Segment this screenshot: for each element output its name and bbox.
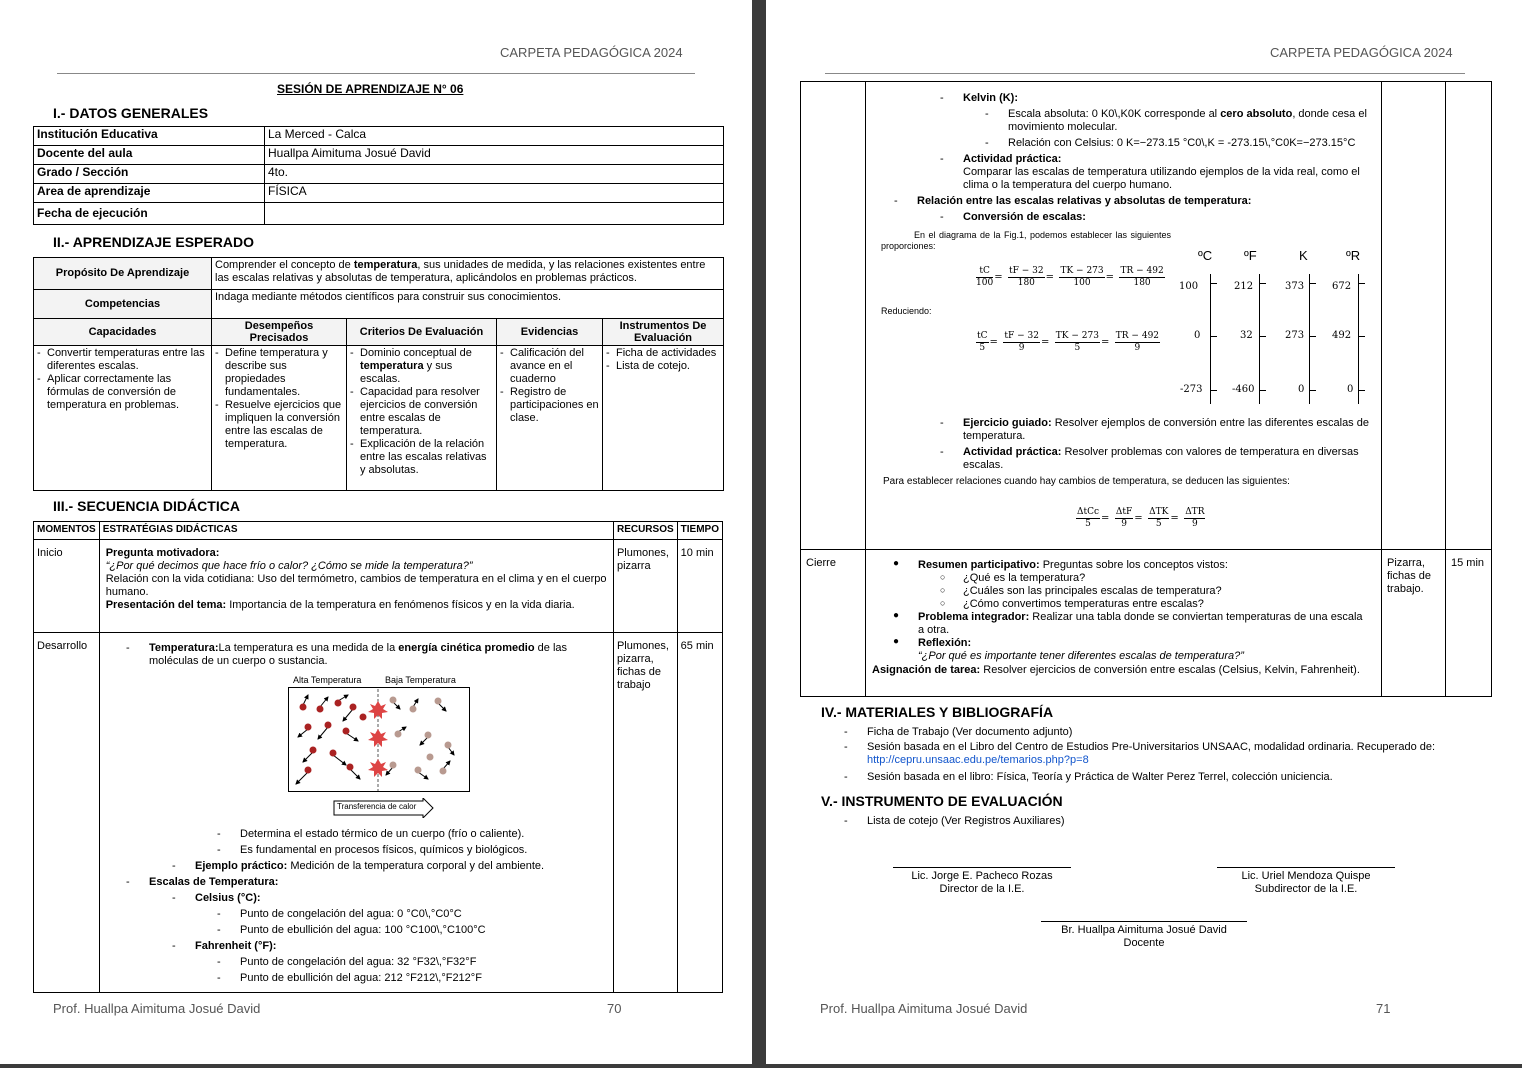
material-item: Ficha de Trabajo (Ver documento adjunto) [867,726,1073,738]
scale-value: 672 [1332,281,1352,292]
celsius-heading: Celsius (°C): [195,892,261,904]
section-2-heading: II.- APRENDIZAJE ESPERADO [53,234,254,250]
header-rule [57,73,695,74]
seq-header: RECURSOS [613,522,677,540]
cierre-question: ¿Cómo convertimos temperaturas entre escalas? [963,598,1204,610]
fahrenheit-point: Punto de congelación del agua: 32 °F32\,°F32°F [240,956,477,968]
signature-director: Lic. Jorge E. Pacheco Rozas Director de la I.E. [911,870,1053,895]
scale-value: -460 [1232,384,1255,395]
conversion-heading: Conversión de escalas: [963,211,1086,223]
seq-header: ESTRATÉGIAS DIDÁCTICAS [99,522,613,540]
header-rule [825,73,1465,74]
scale-value: 0 [1298,384,1305,395]
fahrenheit-point: Punto de ebullición del agua: 212 °F212\,°F212°F [240,972,482,984]
resumen-participativo: Resumen participativo: Preguntas sobre los conceptos vistos: [918,559,1228,571]
datos-key: Docente del aula [34,146,265,165]
scale-value: 273 [1285,330,1305,341]
datos-value: FÍSICA [265,184,724,203]
list-item: - Lista de cotejo. [606,360,720,373]
cierre-question: ¿Cuáles son las principales escalas de temperatura? [963,585,1222,597]
proposito-label: Propósito De Aprendizaje [34,258,212,290]
kelvin-point: Escala absoluta: 0 K0\,K0K corresponde al cero absoluto, donde cesa el movimiento molecular. [1008,108,1367,133]
inicio-tiempo: 10 min [677,540,722,633]
fahrenheit-heading: Fahrenheit (°F): [195,940,277,952]
criterios-cell [347,346,497,491]
section-3-heading: III.- SECUENCIA DIDÁCTICA [53,498,240,514]
reflexion-label: Reflexión: [918,637,972,649]
scale-value: 32 [1240,330,1253,341]
page-70: CARPETA PEDAGÓGICA 2024 SESIÓN DE APRENDIZAJE N° 06 I.- DATOS GENERALES Institución Educativa La Merced - Calca Docente del aula Huallpa Aimituma Josué David Grado / Sección 4to. Area de aprendizaje FÍSICA Fecha de ejecución II.- APRENDIZAJE ESPERADO Propósito De Aprendizaje Comprender el concepto de temperatura, sus unidades de medida, y las relaciones existentes entre las escalas relativas y absolutas de temperatura, aplicándolos en problemas prácticos. Competencias Indaga mediante métodos científicos para construir sus conocimientos. Capacidades Desempeños Precisados Criterios De Evaluación Evidencias Instrumentos De Evaluación - Convertir temperaturas entre las diferentes escalas. - Aplicar correctamente las fórmulas de conversión de temperatura en problemas. - Define temperatura y describe sus propiedades fundamentales. - Resuelve ejercicios que impliquen la conversión entre las escalas de temperatura. - Dominio conceptual de temperatura y sus escalas. - Capacidad para resolver ejercicios de conversión entre escalas de temperatura. - Explicación de la relación entre las escalas relativas y absolutas. - Calificación del avance en el cuaderno - Registro de participaciones en clase. - Ficha de actividades - Lista de cotejo. III.- SECUENCIA DIDÁCTICA MOMENTOS ESTRATÉGIAS DIDÁCTICAS RECURSOS TIEMPO Inicio Pregunta motivadora: “¿Por qué decimos que hace frío o calor? ¿Cómo se mide la temperatura?” Relación con la vida cotidiana: Uso del termómetro, cambios de temperatura en el clima y en el cuerpo humano. Presentación del tema: Importancia de la temperatura en fenómenos físicos y en la vida diaria. Plumones, pizarra 10 min Desarrollo Plumones, pizarra, fichas de trabajo 65 min - Temperatura:La temperatura es una medida de la energía cinética promedio de las moléculas de un cuerpo o sustancia. Alta Temperatura Baja Temperatura Transferencia de calor - Determina el estado térmico de un cuerpo (frío o caliente). - Es fundamental en procesos físicos, químicos y biológicos. - Ejemplo práctico: Medición de la temperatura corporal y del ambiente. - Escalas de Temperatura: - Celsius (°C): - Punto de congelación del agua: 0 °C0\,°C0°C - Punto de ebullición del agua: 100 °C100\,°C100°C - Fahrenheit (°F): - Punto de congelación del agua: 32 °F32\,°F32°F - Punto de ebullición del agua: 212 °F212\,°F212°F Prof. Huallpa Aimituma Josué David 70 [0,0,752,1064]
cierre-recursos: Pizarra, fichas de trabajo. [1382,550,1446,697]
datos-key: Institución Educativa [34,127,265,146]
list-item: - Capacidad para resolver ejercicios de conversión entre escalas de temperatura. [350,386,493,438]
fig-label-alta: Alta Temperatura [293,675,362,685]
list-item: - Convertir temperaturas entre las diferentes escalas. [37,347,208,373]
page-header: CARPETA PEDAGÓGICA 2024 [500,45,683,60]
capacidades-cell [34,346,212,491]
list-item: - Aplicar correctamente las fórmulas de conversión de temperatura en problemas. [37,373,208,412]
scale-head-f: ºF [1244,248,1257,263]
scale-value: 100 [1179,281,1199,292]
datos-value: 4to. [265,165,724,184]
page-header: CARPETA PEDAGÓGICA 2024 [1270,45,1453,60]
moment-desarrollo: Desarrollo [34,633,100,993]
datos-value [265,203,724,225]
instrumentos-cell [603,346,724,491]
proposito-text: Comprender el concepto de temperatura, sus unidades de medida, y las relaciones existentes entre las escalas relativas y absolutas de temperatura, aplicándolos en problemas prácticos. [212,258,724,290]
list-item: - Ficha de actividades [606,347,720,360]
actividad-practica-2: Actividad práctica: Resolver problemas con valores de temperatura en diversas escalas. [963,446,1359,471]
col-header: Capacidades [34,319,212,346]
heat-transfer-figure [288,687,470,793]
actividad-practica: Actividad práctica: Comparar las escalas de temperatura utilizando ejemplos de la vida real, como el clima o la temperatura del cuerpo humano. [963,153,1360,191]
desarrollo-recursos: Plumones, pizarra, fichas de trabajo [613,633,677,993]
escalas-heading: Escalas de Temperatura: [149,876,279,888]
celsius-point: Punto de ebullición del agua: 100 °C100\,°C100°C [240,924,486,936]
datos-generales-table [33,126,724,225]
kelvin-point: Relación con Celsius: 0 K=−273.15 °C0\,K = -273.15\,°C0K=−273.15°C [1008,137,1356,149]
footer-author: Prof. Huallpa Aimituma Josué David [820,1001,1028,1016]
relacion-heading: Relación entre las escalas relativas y absolutas de temperatura: [917,195,1252,207]
list-item: - Explicación de la relación entre las escalas relativas y absolutas. [350,438,493,477]
signature-docente: Br. Huallpa Aimituma Josué David Docente [1061,924,1227,949]
ejercicio-guiado: Ejercicio guiado: Resolver ejemplos de conversión entre las diferentes escalas de temperatura. [963,417,1369,442]
scale-value: 212 [1234,281,1254,292]
datos-value: Huallpa Aimituma Josué David [265,146,724,165]
signature-line [1217,867,1395,868]
relaciones-text: Para establecer relaciones cuando hay cambios de temperatura, se deducen las siguientes: [883,476,1290,487]
equation-2: $\frac{tC}{5}$ = $\frac{tF - 32}{9}$ = $\frac{TK - 273}{5}$ = $\frac{TR - 492}{9}$ [977,331,1160,353]
moment-cierre: Cierre [801,550,866,697]
section-4-heading: IV.- MATERIALES Y BIBLIOGRAFÍA [821,704,1054,720]
instrumento-item: Lista de cotejo (Ver Registros Auxiliares) [867,815,1065,827]
desarrollo-tiempo: 65 min [677,633,722,993]
recursos-empty [1382,82,1446,550]
kelvin-heading: Kelvin (K): [963,92,1018,104]
cierre-question: ¿Qué es la temperatura? [963,572,1086,584]
competencias-label: Competencias [34,290,212,319]
scale-head-c: ºC [1198,248,1213,263]
aprendizaje-table [33,257,724,491]
signature-line [1041,921,1247,922]
scale-value: -273 [1180,384,1203,395]
datos-key: Fecha de ejecución [34,203,265,225]
desempenos-cell [212,346,347,491]
datos-value: La Merced - Calca [265,127,724,146]
celsius-point: Punto de congelación del agua: 0 °C0\,°C0°C [240,908,462,920]
scale-head-k: K [1299,248,1308,263]
problema-integrador: Problema integrador: Realizar una tabla donde se conviertan temperaturas de una escala a otra. [918,611,1363,636]
seq-header: TIEMPO [677,522,722,540]
transfer-label: Transferencia de calor [337,802,417,811]
scale-head-r: ºR [1346,248,1361,263]
list-item: - Resuelve ejercicios que impliquen la conversión entre las escalas de temperatura. [215,399,343,451]
col-header: Desempeños Precisados [212,319,347,346]
scale-value: 492 [1332,330,1352,341]
cierre-tiempo: 15 min [1446,550,1492,697]
list-item: - Dominio conceptual de temperatura y sus escalas. [350,347,493,386]
tiempo-empty [1446,82,1492,550]
reduciendo-label: Reduciendo: [881,306,932,316]
footer-author: Prof. Huallpa Aimituma Josué David [53,1001,261,1016]
inicio-recursos: Plumones, pizarra [613,540,677,633]
material-item: Sesión basada en el Libro del Centro de Estudios Pre-Universitarios UNSAAC, modalidad ordinaria. Recuperado de: http://cepru.unsaac.edu.pe/temarios.php?p=8 [867,741,1436,766]
session-title: SESIÓN DE APRENDIZAJE N° 06 [277,82,464,96]
moment-empty [801,82,866,550]
cepru-link[interactable]: http://cepru.unsaac.edu.pe/temarios.php?p=8 [867,754,1089,766]
list-item: - Define temperatura y describe sus propiedades fundamentales. [215,347,343,399]
temp-bullet: Es fundamental en procesos físicos, químicos y biológicos. [240,844,528,856]
list-item: - Calificación del avance en el cuaderno [500,347,599,386]
col-header: Evidencias [497,319,603,346]
section-1-heading: I.- DATOS GENERALES [53,105,209,121]
datos-key: Area de aprendizaje [34,184,265,203]
evidencias-cell [497,346,603,491]
page-number: 70 [607,1001,622,1016]
seq-header: MOMENTOS [34,522,100,540]
equation-1: $\frac{tC}{100}$ = $\frac{tF - 32}{180}$ = $\frac{TK - 273}{100}$ = $\frac{TR - 492}{180}$ [976,266,1164,288]
scale-diagram [1166,246,1376,406]
page-71: CARPETA PEDAGÓGICA 2024 Cierre Pizarra, fichas de trabajo. 15 min - Kelvin (K): - Escala absoluta: 0 K0\,K0K corresponde al cero absoluto, donde cesa el movimiento molecular. - Relación con Celsius: 0 K=−273.15 °C0\,K = -273.15\,°C0K=−273.15°C - Actividad práctica: Comparar las escalas de temperatura utilizando ejemplos de la vida real, como el clima o la temperatura del cuerpo humano. - Relación entre las escalas relativas y absolutas de temperatura: - Conversión de escalas: En el diagrama de la Fig.1, podemos establecer las siguientes proporciones: $\frac{tC}{100}$ = $\frac{tF - 32}{180}$ = $\frac{TK - 273}{100}$ = $\frac{TR - 492}{180}$ Reduciendo: $\frac{tC}{5}$ = $\frac{tF - 32}{9}$ = $\frac{TK - 273}{5}$ = $\frac{TR - 492}{9}$ ºC ºF K ºR 100 0 -273 212 32 -460 373 273 0 672 492 0 - Ejercicio guiado: Resolver ejemplos de conversión entre las diferentes escalas de temperatura. - Actividad práctica: Resolver problemas con valores de temperatura en diversas escalas. Para establecer relaciones cuando hay cambios de temperatura, se deducen las siguientes: $\frac{\text{ΔtCc}}{5}$ = $\frac{\text{ΔtF}}{9}$ = $\frac{\text{ΔTK}}{5}$ = $\frac{\text{ΔTR}}{9}$ ● Resumen participativo: Preguntas sobre los conceptos vistos: ○ ¿Qué es la temperatura? ○ ¿Cuáles son las principales escalas de temperatura? ○ ¿Cómo convertimos temperaturas entre escalas? ● Problema integrador: Realizar una tabla donde se conviertan temperaturas de una escala a otra. ● Reflexión: “¿Por qué es importante tener diferentes escalas de temperatura?” Asignación de tarea: Resolver ejercicios de conversión entre escalas (Celsius, Kelvin, Fahrenheit). IV.- MATERIALES Y BIBLIOGRAFÍA - Ficha de Trabajo (Ver documento adjunto) - Sesión basada en el Libro del Centro de Estudios Pre-Universitarios UNSAAC, modalidad ordinaria. Recuperado de: http://cepru.unsaac.edu.pe/temarios.php?p=8 - Sesión basada en el libro: Física, Teoría y Práctica de Walter Perez Terrel, colección uniciencia. V.- INSTRUMENTO DE EVALUACIÓN - Lista de cotejo (Ver Registros Auxiliares) Lic. Jorge E. Pacheco Rozas Director de la I.E. Lic. Uriel Mendoza Quispe Subdirector de la I.E. Br. Huallpa Aimituma Josué David Docente Prof. Huallpa Aimituma Josué David 71 [766,0,1522,1064]
temp-bullet: Determina el estado térmico de un cuerpo (frío o caliente). [240,828,525,840]
moment-inicio: Inicio [34,540,100,633]
section-5-heading: V.- INSTRUMENTO DE EVALUACIÓN [821,793,1063,809]
ejemplo-practico: Ejemplo práctico: Medición de la temperatura corporal y del ambiente. [195,860,545,872]
col-header: Criterios De Evaluación [347,319,497,346]
fig-label-baja: Baja Temperatura [385,675,456,685]
asignacion-tarea: Asignación de tarea: Resolver ejercicios de conversión entre escalas (Celsius, Kelvin, Fahrenheit). [872,664,1360,676]
list-item: - Registro de participaciones en clase. [500,386,599,425]
signature-line [893,867,1071,868]
datos-key: Grado / Sección [34,165,265,184]
page-number: 71 [1376,1001,1391,1016]
reflexion-text: “¿Por qué es importante tener diferentes escalas de temperatura?” [918,650,1244,662]
competencias-text: Indaga mediante métodos científicos para construir sus conocimientos. [212,290,724,319]
col-header: Instrumentos De Evaluación [603,319,724,346]
inicio-content: Pregunta motivadora: “¿Por qué decimos que hace frío o calor? ¿Cómo se mide la temperatura?” Relación con la vida cotidiana: Uso del termómetro, cambios de temperatura en el clima y en el cuerpo humano. Presentación del tema: Importancia de la temperatura en fenómenos físicos y en la vida diaria. [99,540,613,633]
material-item: Sesión basada en el libro: Física, Teoría y Práctica de Walter Perez Terrel, colección uniciencia. [867,771,1333,783]
scale-value: 373 [1285,281,1305,292]
temperatura-definition: Temperatura:La temperatura es una medida de la energía cinética promedio de las moléculas de un cuerpo o sustancia. [149,642,568,667]
scale-value: 0 [1347,384,1354,395]
diagram-text: En el diagrama de la Fig.1, podemos establecer las siguientes proporciones: [881,230,1171,251]
signature-subdirector: Lic. Uriel Mendoza Quispe Subdirector de la I.E. [1241,870,1371,895]
equation-3: $\frac{\text{ΔtCc}}{5}$ = $\frac{\text{ΔtF}}{9}$ = $\frac{\text{ΔTK}}{5}$ = $\frac{\text{ΔTR}}{9}$ [1077,507,1205,529]
scale-value: 0 [1194,330,1201,341]
